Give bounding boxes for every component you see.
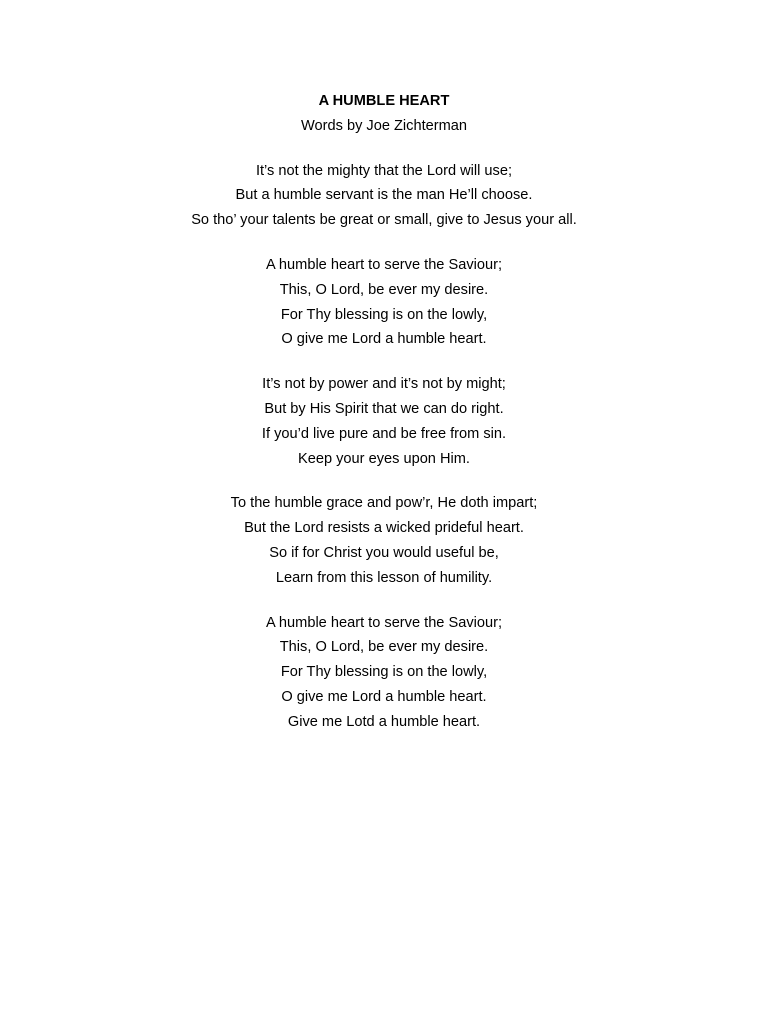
lyric-line: But by His Spirit that we can do right. — [264, 400, 504, 417]
lyric-line: But a humble servant is the man He’ll choose. — [235, 187, 533, 204]
lyric-line: A humble heart to serve the Saviour; — [265, 614, 503, 631]
byline: Words by Joe Zichterman — [301, 117, 467, 134]
lyric-line: It’s not the mighty that the Lord will use; — [255, 162, 513, 179]
lyric-line: To the humble grace and pow’r, He doth impart; — [230, 495, 538, 512]
lyric-line: For Thy blessing is on the lowly, — [280, 664, 488, 681]
lyric-line: Learn from this lesson of humility. — [275, 569, 493, 586]
stanza-4 — [0, 491, 768, 590]
lyric-line: Give me Lotd a humble heart. — [287, 713, 481, 730]
lyric-line: This, O Lord, be ever my desire. — [279, 639, 489, 656]
lyric-line: For Thy blessing is on the lowly, — [280, 306, 488, 323]
lyric-line: So if for Christ you would useful be, — [269, 544, 499, 561]
lyric-line: It’s not by power and it’s not by might; — [262, 376, 506, 393]
stanza-2-chorus — [0, 253, 768, 352]
lyric-line: A humble heart to serve the Saviour; — [265, 256, 503, 273]
lyric-line: Keep your eyes upon Him. — [298, 450, 470, 467]
lyric-line: O give me Lord a humble heart. — [281, 688, 487, 705]
lyric-line: O give me Lord a humble heart. — [281, 331, 487, 348]
stanza-1 — [0, 159, 768, 233]
document-title: A HUMBLE HEART — [318, 93, 450, 109]
stanza-3 — [0, 372, 768, 471]
lyric-line: So tho’ your talents be great or small, give to Jesus your all. — [191, 212, 577, 229]
lyric-line: But the Lord resists a wicked prideful heart. — [244, 520, 524, 537]
lyrics-page — [0, 89, 768, 735]
stanza-5-chorus — [0, 611, 768, 735]
lyric-line: This, O Lord, be ever my desire. — [279, 281, 489, 298]
lyric-line: If you’d live pure and be free from sin. — [261, 425, 507, 442]
